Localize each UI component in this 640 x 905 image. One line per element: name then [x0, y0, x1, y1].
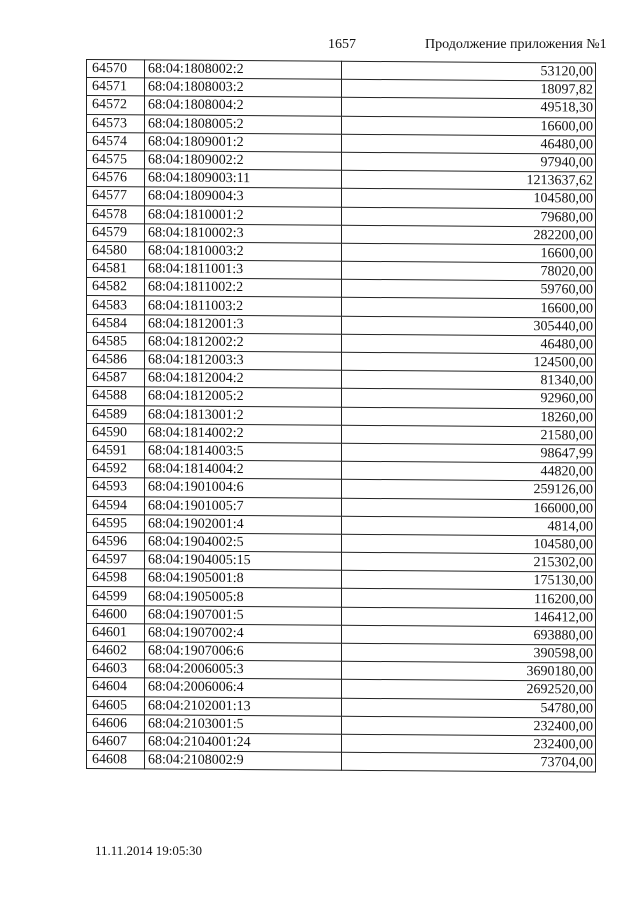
value: 16600,00	[342, 116, 596, 136]
value: 46480,00	[342, 334, 596, 354]
value: 92960,00	[342, 389, 596, 409]
row-number: 64607	[87, 732, 145, 751]
cadastral-number: 68:04:2006005:3	[145, 660, 342, 680]
value: 81340,00	[342, 370, 596, 390]
value: 1213637,62	[342, 170, 596, 190]
cadastral-number: 68:04:1811001:3	[145, 260, 342, 280]
footer-datetime: 11.11.2014 19:05:30	[95, 843, 203, 858]
row-number: 64590	[87, 423, 145, 442]
row-number: 64583	[87, 296, 145, 315]
value: 46480,00	[342, 134, 596, 154]
row-number: 64596	[87, 532, 145, 551]
cadastral-number: 68:04:1810002:3	[145, 224, 342, 244]
cadastral-number: 68:04:1907006:6	[145, 642, 342, 662]
value: 166000,00	[342, 498, 596, 518]
value: 18097,82	[342, 79, 596, 99]
row-number: 64582	[87, 278, 145, 297]
row-number: 64606	[87, 714, 145, 733]
value: 232400,00	[342, 734, 596, 754]
row-number: 64595	[87, 514, 145, 533]
value: 116200,00	[342, 589, 596, 609]
row-number: 64591	[87, 441, 145, 460]
row-number: 64571	[87, 78, 145, 97]
value: 78020,00	[342, 261, 596, 281]
row-number: 64577	[87, 187, 145, 206]
row-number: 64602	[87, 642, 145, 661]
cadastral-number: 68:04:1811003:2	[145, 296, 342, 316]
value: 259126,00	[342, 480, 596, 500]
cadastral-number: 68:04:2103001:5	[145, 715, 342, 735]
cadastral-number: 68:04:1808002:2	[145, 60, 342, 80]
cadastral-number: 68:04:1907001:5	[145, 606, 342, 626]
cadastral-number: 68:04:1814002:2	[145, 424, 342, 444]
value: 49518,30	[342, 98, 596, 118]
value: 21580,00	[342, 425, 596, 445]
value: 232400,00	[342, 716, 596, 736]
cadastral-number: 68:04:2102001:13	[145, 696, 342, 716]
value: 175130,00	[342, 571, 596, 591]
row-number: 64594	[87, 496, 145, 515]
row-number: 64598	[87, 569, 145, 588]
cadastral-number: 68:04:1902001:4	[145, 515, 342, 535]
continuation-label: Продолжение приложения №1	[425, 37, 607, 52]
row-number: 64601	[87, 623, 145, 642]
cadastral-number: 68:04:1907002:4	[145, 624, 342, 644]
cadastral-number: 68:04:1904002:5	[145, 533, 342, 553]
page-number: 1657	[328, 37, 356, 52]
cadastral-number: 68:04:1810003:2	[145, 242, 342, 262]
row-number: 64572	[87, 96, 145, 115]
cadastral-number: 68:04:1808003:2	[145, 78, 342, 98]
cadastral-number: 68:04:1814004:2	[145, 460, 342, 480]
cadastral-number: 68:04:1809003:11	[145, 169, 342, 189]
value: 146412,00	[342, 607, 596, 627]
value: 3690180,00	[342, 661, 596, 681]
cadastral-number: 68:04:1810001:2	[145, 205, 342, 225]
cadastral-number: 68:04:1812001:3	[145, 315, 342, 335]
cadastral-number: 68:04:1809004:3	[145, 187, 342, 207]
cadastral-table	[86, 59, 596, 773]
row-number: 64581	[87, 260, 145, 279]
value: 44820,00	[342, 461, 596, 481]
value: 104580,00	[342, 534, 596, 554]
value: 2692520,00	[342, 680, 596, 700]
table-row	[87, 751, 596, 773]
row-number: 64580	[87, 241, 145, 260]
cadastral-number: 68:04:1813001:2	[145, 405, 342, 425]
value: 53120,00	[342, 61, 596, 81]
row-number: 64592	[87, 460, 145, 479]
cadastral-number: 68:04:1811002:2	[145, 278, 342, 298]
value: 693880,00	[342, 625, 596, 645]
table-body	[87, 60, 596, 773]
row-number: 64573	[87, 114, 145, 133]
cadastral-number: 68:04:1901005:7	[145, 496, 342, 516]
row-number: 64605	[87, 696, 145, 715]
value: 79680,00	[342, 207, 596, 227]
value: 73704,00	[342, 752, 596, 772]
cadastral-number: 68:04:1808005:2	[145, 114, 342, 134]
row-number: 64589	[87, 405, 145, 424]
row-number: 64575	[87, 150, 145, 169]
cadastral-number: 68:04:1809002:2	[145, 151, 342, 171]
value: 215302,00	[342, 552, 596, 572]
row-number: 64604	[87, 678, 145, 697]
value: 124500,00	[342, 352, 596, 372]
value: 59760,00	[342, 280, 596, 300]
cadastral-number: 68:04:2104001:24	[145, 733, 342, 753]
value: 305440,00	[342, 316, 596, 336]
cadastral-number: 68:04:1901004:6	[145, 478, 342, 498]
row-number: 64603	[87, 660, 145, 679]
row-number: 64588	[87, 387, 145, 406]
row-number: 64608	[87, 751, 145, 770]
value: 98647,99	[342, 443, 596, 463]
cadastral-number: 68:04:1905005:8	[145, 587, 342, 607]
row-number: 64574	[87, 132, 145, 151]
value: 282200,00	[342, 225, 596, 245]
row-number: 64587	[87, 369, 145, 388]
cadastral-number: 68:04:1809001:2	[145, 133, 342, 153]
cadastral-number: 68:04:1904005:15	[145, 551, 342, 571]
value: 104580,00	[342, 189, 596, 209]
cadastral-number: 68:04:1905001:8	[145, 569, 342, 589]
row-number: 64570	[87, 60, 145, 79]
row-number: 64579	[87, 223, 145, 242]
cadastral-number: 68:04:2108002:9	[145, 751, 342, 771]
row-number: 64599	[87, 587, 145, 606]
value: 4814,00	[342, 516, 596, 536]
value: 16600,00	[342, 298, 596, 318]
value: 16600,00	[342, 243, 596, 263]
value: 54780,00	[342, 698, 596, 718]
row-number: 64585	[87, 332, 145, 351]
value: 390598,00	[342, 643, 596, 663]
value: 18260,00	[342, 407, 596, 427]
row-number: 64597	[87, 551, 145, 570]
cadastral-number: 68:04:1808004:2	[145, 96, 342, 116]
row-number: 64600	[87, 605, 145, 624]
cadastral-number: 68:04:1812002:2	[145, 333, 342, 353]
value: 97940,00	[342, 152, 596, 172]
cadastral-number: 68:04:2006006:4	[145, 678, 342, 698]
row-number: 64576	[87, 169, 145, 188]
row-number: 64586	[87, 351, 145, 370]
cadastral-number: 68:04:1812003:3	[145, 351, 342, 371]
cadastral-number: 68:04:1814003:5	[145, 442, 342, 462]
row-number: 64593	[87, 478, 145, 497]
row-number: 64578	[87, 205, 145, 224]
row-number: 64584	[87, 314, 145, 333]
cadastral-number: 68:04:1812005:2	[145, 387, 342, 407]
cadastral-number: 68:04:1812004:2	[145, 369, 342, 389]
table-container	[86, 59, 596, 773]
